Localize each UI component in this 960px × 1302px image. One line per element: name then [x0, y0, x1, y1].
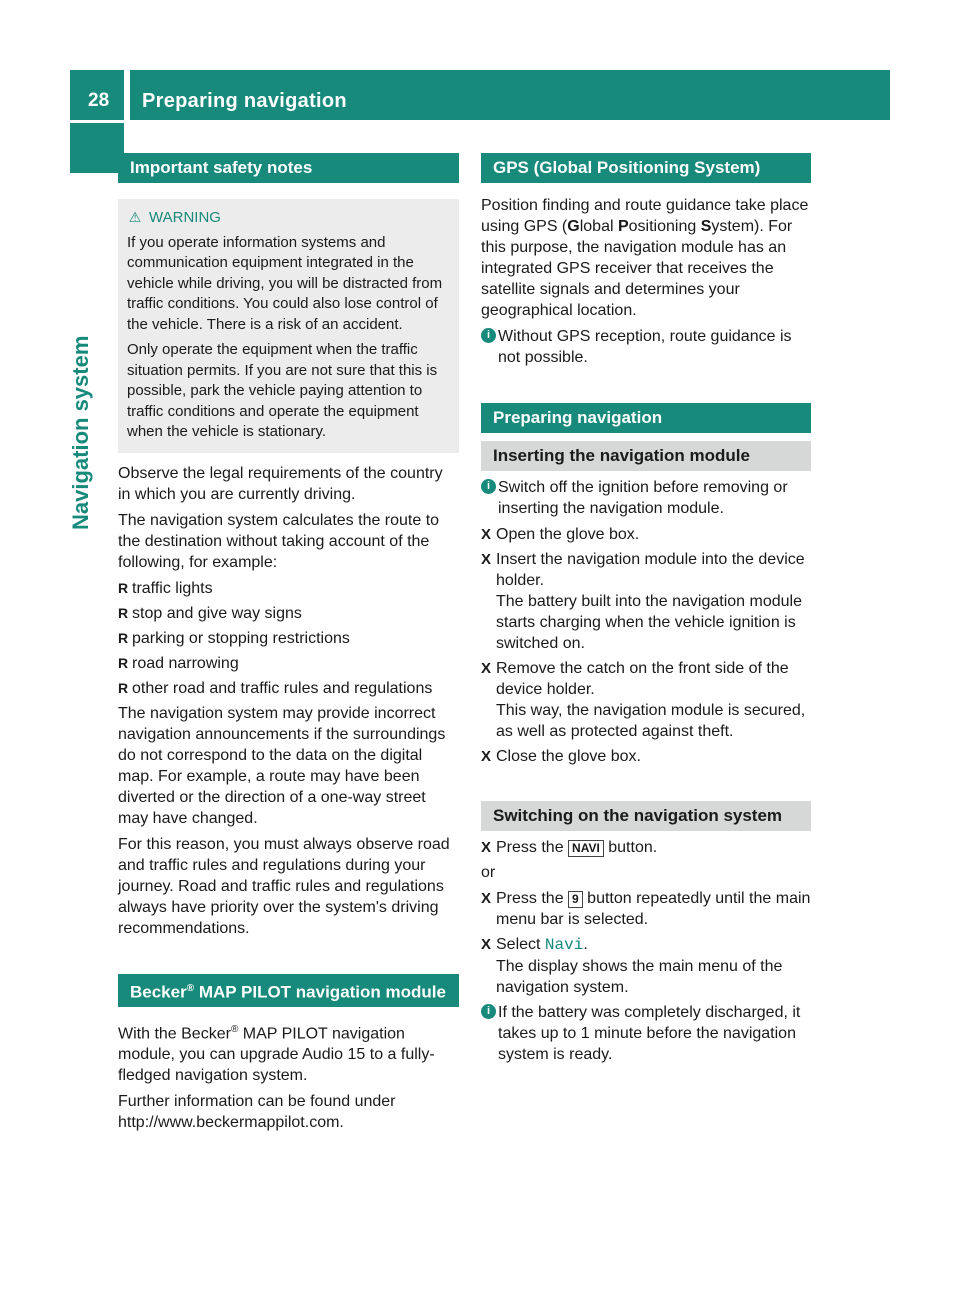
page-number: 28	[88, 90, 110, 111]
paragraph-route: The navigation system calculates the route to the destination without taking account of the following, for example:	[118, 511, 440, 571]
warning-text-1: If you operate information systems and communication equipment integrated in the vehicle while driving, you will be distracted from traffic conditions. You could also lose control of the vehicle. There is a risk of an accident.	[127, 233, 443, 333]
right-column	[481, 153, 811, 1070]
step: X Open the glove box.	[481, 526, 640, 543]
info-icon: i	[481, 1004, 496, 1019]
list-item: R other road and traffic rules and regulations	[118, 679, 433, 697]
navi-key-icon: NAVI	[568, 840, 604, 857]
paragraph-gps: Position finding and route guidance take place using GPS (Global Positioning System). For this purpose, the navigation module has an integrated GPS receiver that receives the satellite signals and determines your geographical location.	[481, 197, 809, 319]
paragraph-legal: Observe the legal requirements of the country in which you are currently driving.	[118, 464, 443, 503]
side-tab-block	[70, 123, 124, 173]
step: X Press the 9 button repeatedly until the main menu bar is selected.	[481, 890, 811, 928]
left-column	[118, 153, 459, 1138]
becker-heading: Becker® MAP PILOT navigation module	[118, 974, 459, 1008]
paragraph-further-info: Further information can be found under http://www.beckermappilot.com.	[118, 1093, 396, 1132]
step: X Press the NAVI button.	[481, 839, 658, 856]
step: X Close the glove box.	[481, 748, 641, 765]
warning-icon: ⚠	[128, 209, 142, 225]
gps-heading: GPS (Global Positioning System)	[481, 153, 811, 183]
insert-heading: Inserting the navigation module	[481, 441, 811, 471]
or-text: or	[481, 864, 496, 881]
step: X Remove the catch on the front side of the device holder. This way, the navigation module is secured, as well as protected against theft.	[481, 660, 806, 740]
list-item: R parking or stopping restrictions	[118, 629, 350, 647]
paragraph-observe: For this reason, you must always observe road and traffic rules and regulations during your journey. Road and traffic rules and regulations always have priority over the system's driving recommendations.	[118, 835, 450, 937]
menu-item-navi: Navi	[544, 936, 584, 954]
info-note: i If the battery was completely discharged, it takes up to 1 minute before the navigation system is ready.	[481, 1002, 811, 1065]
list-item: R stop and give way signs	[118, 604, 302, 622]
prep-heading: Preparing navigation	[481, 403, 811, 433]
list-item: R traffic lights	[118, 579, 213, 597]
info-note: i Without GPS reception, route guidance is not possible.	[481, 326, 811, 368]
paragraph-incorrect: The navigation system may provide incorrect navigation announcements if the surroundings do not correspond to the data on the digital map. For example, a route may have been diverted or the direction of a one-way street may have changed.	[118, 704, 446, 827]
warning-label: WARNING	[149, 209, 221, 226]
paragraph-becker: With the Becker® MAP PILOT navigation module, you can upgrade Audio 15 to a fully-fledged navigation system.	[118, 1024, 435, 1085]
list-item: R road narrowing	[118, 654, 239, 672]
section-side-tab: Navigation system	[68, 335, 93, 530]
info-note: i Switch off the ignition before removing or inserting the navigation module.	[481, 477, 811, 519]
warning-box	[118, 199, 459, 453]
step: X Insert the navigation module into the device holder. The battery built into the navigation module starts charging when the vehicle ignition is switched on.	[481, 551, 805, 652]
info-icon: i	[481, 479, 496, 494]
warning-title	[127, 207, 450, 229]
page-title: Preparing navigation	[142, 90, 347, 112]
info-icon: i	[481, 328, 496, 343]
safety-heading: Important safety notes	[118, 153, 459, 183]
step: X Select Navi. The display shows the main menu of the navigation system.	[481, 936, 783, 996]
key-9-icon: 9	[568, 891, 583, 908]
warning-text-2: Only operate the equipment when the traffic situation permits. If you are not sure that this is possible, park the vehicle paying attention to traffic conditions and operate the equipment when the vehicle is stationary.	[127, 341, 438, 440]
switch-heading: Switching on the navigation system	[481, 801, 811, 831]
